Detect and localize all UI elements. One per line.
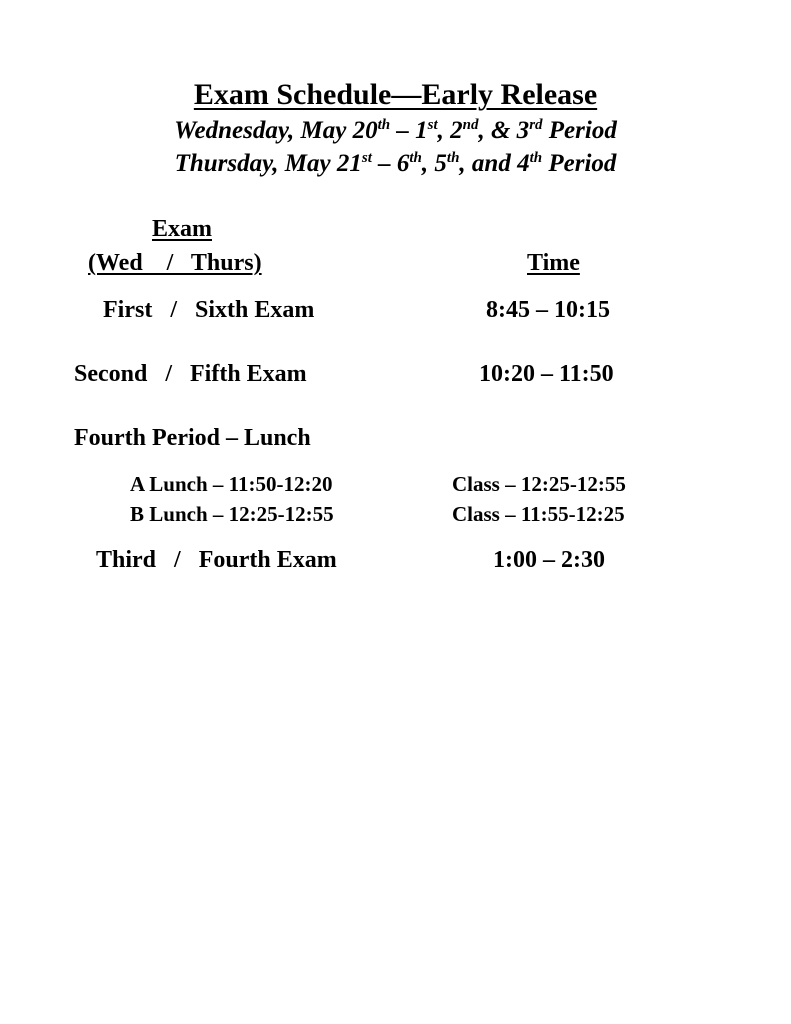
exam-row-second-fifth: Second / Fifth Exam (74, 361, 307, 387)
exam-column-header: Exam (152, 216, 212, 242)
days-column-header: (Wed / Thurs) (88, 250, 262, 276)
fourth-period-lunch-label: Fourth Period – Lunch (74, 425, 311, 451)
a-lunch-time: A Lunch – 11:50-12:20 (130, 472, 333, 496)
time-column-header: Time (527, 250, 580, 276)
subtitle-wednesday: Wednesday, May 20th – 1st, 2nd, & 3rd Period (174, 117, 617, 144)
time-row-third-fourth: 1:00 – 2:30 (493, 547, 605, 573)
b-lunch-class-time: Class – 11:55-12:25 (452, 502, 625, 526)
exam-row-first-sixth: First / Sixth Exam (103, 297, 315, 323)
b-lunch-time: B Lunch – 12:25-12:55 (130, 502, 334, 526)
page-title: Exam Schedule—Early Release (193, 78, 598, 111)
exam-row-third-fourth: Third / Fourth Exam (96, 547, 337, 573)
time-row-first-sixth: 8:45 – 10:15 (486, 297, 610, 323)
a-lunch-class-time: Class – 12:25-12:55 (452, 472, 626, 496)
time-row-second-fifth: 10:20 – 11:50 (479, 361, 614, 387)
subtitle-thursday: Thursday, May 21st – 6th, 5th, and 4th Period (174, 150, 617, 177)
